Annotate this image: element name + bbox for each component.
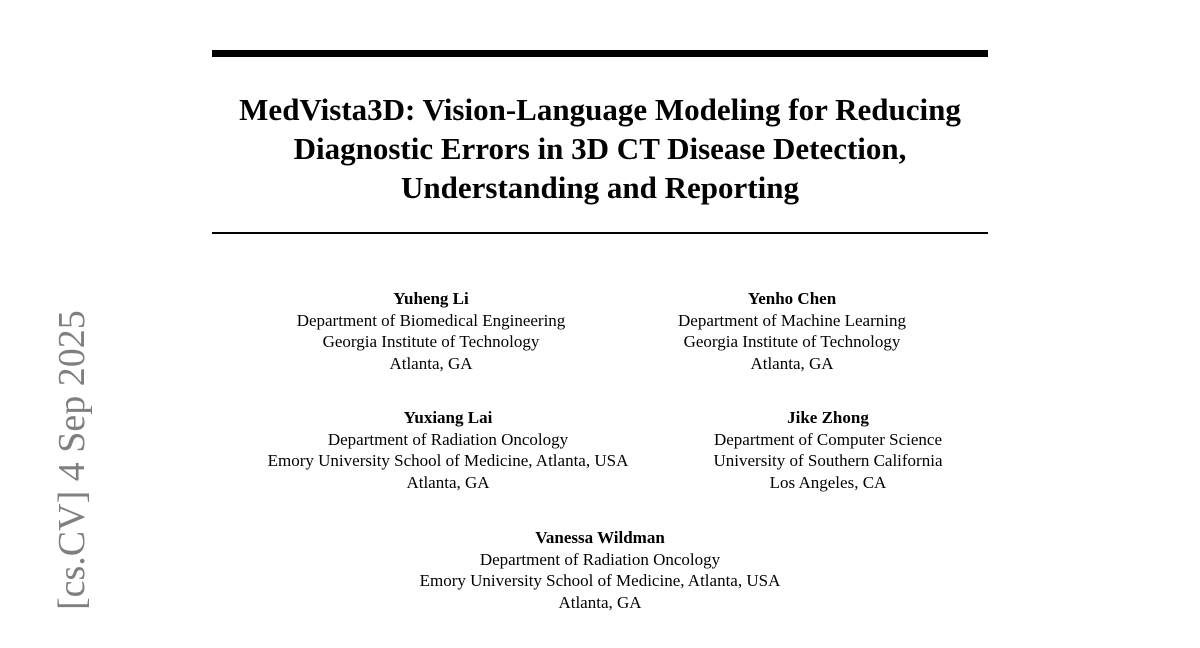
author-block-yuxiang-lai (218, 407, 678, 493)
author-location: Atlanta, GA (750, 353, 834, 373)
author-name: Yuheng Li (393, 289, 469, 308)
title-bottom-rule (212, 232, 988, 234)
author-block-yenho-chen (592, 288, 992, 374)
author-location: Atlanta, GA (558, 592, 642, 612)
author-name: Jike Zhong (787, 408, 869, 427)
paper-title (200, 90, 1000, 207)
author-department: Department of Radiation Oncology (327, 429, 569, 449)
author-department: Department of Biomedical Engineering (296, 310, 566, 330)
author-name: Yenho Chen (747, 289, 837, 308)
author-name: Yuxiang Lai (403, 408, 493, 427)
title-line: Understanding and Reporting (401, 170, 799, 205)
author-institution: Georgia Institute of Technology (683, 332, 901, 351)
author-location: Atlanta, GA (406, 472, 490, 492)
author-block-jike-zhong (628, 407, 1028, 493)
author-department: Department of Machine Learning (678, 310, 906, 330)
author-institution: Emory University School of Medicine, Atlanta, USA (419, 571, 781, 590)
author-location: Atlanta, GA (389, 353, 473, 373)
arxiv-stamp: [cs.CV] 4 Sep 2025 (51, 310, 93, 610)
author-block-yuheng-li (231, 288, 631, 374)
author-department: Department of Computer Science (713, 429, 942, 449)
author-institution: Emory University School of Medicine, Atlanta, USA (267, 451, 629, 470)
author-department: Department of Radiation Oncology (479, 549, 721, 569)
author-location: Los Angeles, CA (769, 472, 887, 492)
author-institution: Georgia Institute of Technology (322, 332, 540, 351)
author-name: Vanessa Wildman (535, 528, 665, 547)
title-line: MedVista3D: Vision-Language Modeling for Reducing (239, 92, 961, 127)
title-top-rule (212, 50, 988, 57)
author-block-vanessa-wildman (350, 527, 850, 613)
title-line: Diagnostic Errors in 3D CT Disease Detection, (293, 131, 907, 166)
author-institution: University of Southern California (713, 451, 943, 470)
